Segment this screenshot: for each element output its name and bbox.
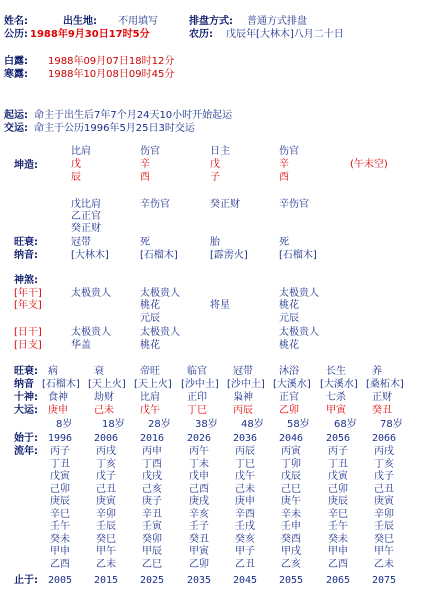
liunian-6-8: 癸酉 [281, 533, 301, 545]
dayun-end-year-1: 2005 [48, 575, 73, 586]
liunian-6-6: 辛未 [281, 508, 301, 520]
kongwang: (午未空) [350, 159, 388, 170]
liunian-5-7: 壬戌 [235, 521, 255, 532]
dayun-shishen-7: 七杀 [326, 392, 346, 403]
nayin-day: [霹雳火] [210, 250, 248, 261]
liunian-1-5: 庚辰 [50, 496, 70, 507]
liunian-8-2: 丁亥 [374, 458, 394, 470]
dayun-start-year-2: 2006 [94, 433, 119, 444]
dayun-wangshuai-8: 养 [372, 366, 382, 377]
shensha-c2-r1: 太极贵人 [140, 288, 180, 299]
liunian-6-10: 乙亥 [281, 558, 301, 570]
stem-year: 戊 [71, 159, 81, 170]
nayin-label: 纳音: [14, 250, 38, 261]
liunian-4-4: 己酉 [189, 483, 209, 495]
dayun-wangshuai-label: 旺衰: [14, 366, 38, 377]
liunian-1-3: 戊寅 [50, 471, 70, 482]
dayun-nayin-1: [石榴木] [42, 379, 80, 390]
liunian-7-8: 癸未 [328, 533, 348, 545]
dayun-ganzhi-8: 癸丑 [372, 405, 392, 416]
liunian-7-7: 壬午 [328, 521, 348, 532]
liunian-5-2: 丁巳 [235, 458, 255, 470]
liunian-6-7: 壬申 [281, 521, 301, 532]
canggan-year-2: 乙正官 [71, 211, 101, 222]
dayun-wangshuai-6: 沐浴 [279, 366, 299, 377]
shensha-c2-r3: 太极贵人 [140, 327, 180, 338]
canggan-year-1: 戊比肩 [71, 199, 101, 210]
liunian-1-7: 壬午 [50, 521, 70, 532]
liunian-3-5: 庚子 [142, 496, 162, 507]
shishen-month: 伤官 [140, 146, 160, 157]
liunian-5-10: 乙丑 [235, 558, 255, 570]
dayun-end-year-8: 2075 [372, 575, 397, 586]
liunian-2-3: 戊子 [96, 471, 116, 482]
dayun-wangshuai-7: 长生 [326, 366, 346, 377]
dayun-age-6: 58岁 [287, 419, 310, 430]
nayin-year: [大林木] [71, 250, 109, 261]
liunian-1-2: 丁丑 [50, 458, 70, 470]
liunian-4-3: 戊申 [189, 471, 209, 482]
shishen-hour: 伤官 [279, 146, 299, 157]
canggan-year-3: 癸正财 [71, 223, 101, 234]
dayun-ganzhi-7: 甲寅 [326, 405, 346, 416]
liunian-2-9: 甲午 [96, 546, 116, 557]
shensha-c4-r3: 太极贵人 [279, 327, 319, 338]
liunian-3-9: 甲辰 [142, 546, 162, 557]
shensha-c2-r2b: 元辰 [140, 313, 160, 324]
shensha-label-rizhi: [日支] [14, 340, 42, 351]
liunian-2-5: 庚寅 [96, 496, 116, 507]
dayun-nayin-7: [大溪水] [320, 379, 358, 390]
dayun-nayin-label: 纳音 [14, 379, 34, 390]
nayin-hour: [石榴木] [279, 250, 317, 261]
liunian-2-7: 壬辰 [96, 521, 116, 532]
canggan-month-1: 辛伤官 [140, 199, 170, 210]
liunian-6-3: 戊辰 [281, 471, 301, 482]
wangshuai-label: 旺衰: [14, 237, 38, 248]
liunian-2-1: 丙戌 [96, 446, 116, 457]
liunian-7-6: 辛巳 [328, 508, 348, 520]
birthplace-value: 不用填写 [118, 16, 158, 27]
liunian-2-8: 癸巳 [96, 533, 116, 545]
liunian-3-1: 丙申 [142, 446, 162, 457]
liunian-2-4: 己丑 [96, 483, 116, 495]
shensha-c1-r4: 华盖 [71, 340, 91, 351]
qiyun-label: 起运: [4, 110, 28, 121]
shensha-label-niangan: [年干] [14, 288, 42, 299]
liunian-4-6: 辛亥 [189, 508, 209, 520]
dayun-nayin-5: [沙中土] [227, 379, 265, 390]
shensha-c2-r2a: 桃花 [140, 300, 160, 311]
shensha-c1-r3: 太极贵人 [71, 327, 111, 338]
birthplace-label: 出生地: [63, 16, 97, 27]
method-label: 排盘方式: [189, 16, 233, 27]
dayun-start-year-5: 2036 [233, 433, 258, 444]
name-label: 姓名: [4, 16, 28, 27]
dayun-end-year-5: 2045 [233, 575, 258, 586]
jiaoyun-value: 命主于公历1996年5月25日3时交运 [34, 123, 195, 134]
canggan-hour-1: 辛伤官 [279, 199, 309, 210]
hanlu-label: 寒露: [4, 69, 28, 80]
liunian-5-8: 癸亥 [235, 533, 255, 545]
branch-year: 辰 [71, 172, 81, 183]
dayun-end-year-2: 2015 [94, 575, 119, 586]
liunian-4-9: 甲寅 [189, 546, 209, 557]
dayun-liunian-label: 流年: [14, 446, 38, 457]
dayun-shishen-label: 十神: [14, 392, 38, 403]
jiaoyun-label: 交运: [4, 123, 28, 134]
dayun-shishen-3: 比肩 [140, 392, 160, 403]
liunian-1-8: 癸未 [50, 533, 70, 545]
dayun-age-1: 8岁 [56, 419, 73, 430]
dayun-start-year-6: 2046 [279, 433, 304, 444]
dayun-end-year-6: 2055 [279, 575, 304, 586]
liunian-8-3: 戊子 [374, 471, 394, 482]
branch-day: 子 [210, 172, 220, 183]
dayun-shishen-6: 正官 [279, 392, 299, 403]
liunian-1-1: 丙子 [50, 446, 70, 457]
liunian-6-2: 丁卯 [281, 458, 301, 470]
dayun-nayin-4: [沙中土] [181, 379, 219, 390]
liunian-8-5: 庚寅 [374, 496, 394, 507]
dayun-end-year-7: 2065 [326, 575, 351, 586]
dayun-nayin-6: [大溪水] [273, 379, 311, 390]
shishen-day: 日主 [210, 146, 230, 157]
dayun-ganzhi-label: 大运: [14, 405, 38, 416]
dayun-shishen-8: 正财 [372, 392, 392, 403]
liunian-4-10: 乙卯 [189, 558, 209, 570]
bailu-label: 白露: [4, 56, 28, 67]
wangshuai-day: 胎 [210, 237, 220, 248]
liunian-8-9: 甲午 [374, 546, 394, 557]
liunian-7-10: 乙酉 [328, 558, 348, 570]
liunian-5-3: 戊午 [235, 471, 255, 482]
dayun-start-year-1: 1996 [48, 433, 73, 444]
shensha-label-nianzhi: [年支] [14, 300, 42, 311]
dayun-ganzhi-4: 丁巳 [187, 405, 207, 416]
liunian-1-6: 辛巳 [50, 508, 70, 520]
liunian-6-9: 甲戌 [281, 546, 301, 557]
liunian-5-4: 己未 [235, 483, 255, 495]
liunian-3-8: 癸卯 [142, 533, 162, 545]
dayun-ganzhi-3: 戊午 [140, 405, 160, 416]
shensha-c4-r2b: 元辰 [279, 313, 299, 324]
dayun-age-4: 38岁 [195, 419, 218, 430]
dayun-ganzhi-2: 己未 [94, 405, 114, 416]
liunian-7-4: 己卯 [328, 483, 348, 495]
stem-month: 辛 [140, 159, 150, 170]
dayun-age-7: 68岁 [334, 419, 357, 430]
dayun-wangshuai-3: 帝旺 [140, 366, 160, 377]
dayun-start-year-8: 2066 [372, 433, 397, 444]
dayun-end-year-4: 2035 [187, 575, 212, 586]
liunian-1-9: 甲申 [50, 546, 70, 557]
liunian-1-10: 乙酉 [50, 558, 70, 570]
dayun-nayin-8: [桑柘木] [366, 379, 404, 390]
dayun-end-year-3: 2025 [140, 575, 165, 586]
liunian-8-7: 壬辰 [374, 521, 394, 532]
wangshuai-year: 冠带 [71, 237, 91, 248]
dayun-start-year-7: 2056 [326, 433, 351, 444]
liunian-4-1: 丙午 [189, 446, 209, 457]
branch-month: 酉 [140, 172, 150, 183]
solar-label: 公历: [4, 29, 28, 40]
branch-hour: 酉 [279, 172, 289, 183]
shensha-label-rigan: [日干] [14, 327, 42, 338]
dayun-wangshuai-5: 冠带 [233, 366, 253, 377]
liunian-7-1: 丙子 [328, 446, 348, 457]
dayun-age-8: 78岁 [380, 419, 403, 430]
liunian-8-10: 乙未 [374, 558, 394, 570]
qiankun-label: 坤造: [14, 160, 38, 171]
method-value: 普通方式排盘 [247, 16, 307, 27]
liunian-7-3: 戊寅 [328, 471, 348, 482]
liunian-6-1: 丙寅 [281, 446, 301, 457]
liunian-3-4: 己亥 [142, 483, 162, 495]
hanlu-value: 1988年10月08日09时45分 [48, 69, 175, 80]
canggan-day-1: 癸正财 [210, 199, 240, 210]
liunian-5-9: 甲子 [235, 546, 255, 557]
liunian-5-1: 丙辰 [235, 446, 255, 457]
liunian-3-3: 戊戌 [142, 471, 162, 482]
dayun-nayin-2: [天上火] [88, 379, 126, 390]
nayin-month: [石榴木] [140, 250, 178, 261]
dayun-start-year-3: 2016 [140, 433, 165, 444]
dayun-shishen-2: 劫财 [94, 392, 114, 403]
liunian-3-6: 辛丑 [142, 508, 162, 520]
liunian-7-9: 甲申 [328, 546, 348, 557]
stem-hour: 辛 [279, 159, 289, 170]
shensha-c4-r2a: 桃花 [279, 300, 299, 311]
liunian-2-2: 丁亥 [96, 458, 116, 470]
liunian-3-7: 壬寅 [142, 521, 162, 532]
liunian-4-2: 丁未 [189, 458, 209, 470]
shensha-c2-r4: 桃花 [140, 340, 160, 351]
liunian-8-1: 丙戌 [374, 446, 394, 457]
liunian-4-7: 壬子 [189, 521, 209, 532]
liunian-2-10: 乙未 [96, 558, 116, 570]
liunian-8-6: 辛卯 [374, 508, 394, 520]
liunian-4-5: 庚戌 [189, 496, 209, 507]
dayun-ganzhi-6: 乙卯 [279, 405, 299, 416]
wangshuai-month: 死 [140, 237, 150, 248]
dayun-wangshuai-2: 衰 [94, 366, 104, 377]
liunian-3-10: 乙巳 [142, 558, 162, 570]
liunian-8-8: 癸巳 [374, 533, 394, 545]
shensha-c4-r1: 太极贵人 [279, 288, 319, 299]
dayun-age-3: 28岁 [148, 419, 171, 430]
dayun-start-label: 始于: [14, 433, 38, 444]
liunian-6-5: 庚午 [281, 496, 301, 507]
dayun-end-label: 止于: [14, 575, 38, 586]
dayun-shishen-4: 正印 [187, 392, 207, 403]
liunian-4-8: 癸丑 [189, 533, 209, 545]
lunar-value: 戊辰年[大林木]八月二十日 [226, 29, 344, 40]
dayun-age-5: 48岁 [241, 419, 264, 430]
liunian-5-5: 庚申 [235, 496, 255, 507]
wangshuai-hour: 死 [279, 237, 289, 248]
dayun-ganzhi-1: 庚申 [48, 405, 68, 416]
shensha-c3-r2: 将星 [210, 300, 230, 311]
liunian-6-4: 己巳 [281, 483, 301, 495]
dayun-shishen-1: 食神 [48, 392, 68, 403]
dayun-nayin-3: [天上火] [134, 379, 172, 390]
dayun-start-year-4: 2026 [187, 433, 212, 444]
dayun-ganzhi-5: 丙辰 [233, 405, 253, 416]
lunar-label: 农历: [189, 29, 213, 40]
dayun-shishen-5: 枭神 [233, 392, 253, 403]
qiyun-value: 命主于出生后7年7个月24天10小时开始起运 [34, 110, 233, 121]
dayun-wangshuai-1: 病 [48, 366, 58, 377]
bailu-value: 1988年09月07日18时12分 [48, 56, 175, 67]
shensha-c1-r1: 太极贵人 [71, 288, 111, 299]
liunian-1-4: 己卯 [50, 483, 70, 495]
shensha-title: 神煞: [14, 275, 38, 286]
solar-value: 1988年9月30日17时5分 [30, 29, 150, 40]
liunian-7-2: 丁丑 [328, 458, 348, 470]
liunian-7-5: 庚辰 [328, 496, 348, 507]
dayun-age-2: 18岁 [102, 419, 125, 430]
shishen-year: 比肩 [71, 146, 91, 157]
stem-day: 戊 [210, 159, 220, 170]
shensha-c4-r4: 桃花 [279, 340, 299, 351]
liunian-8-4: 己丑 [374, 483, 394, 495]
liunian-5-6: 辛酉 [235, 508, 255, 520]
dayun-wangshuai-4: 临官 [187, 366, 207, 377]
liunian-2-6: 辛卯 [96, 508, 116, 520]
liunian-3-2: 丁酉 [142, 458, 162, 470]
